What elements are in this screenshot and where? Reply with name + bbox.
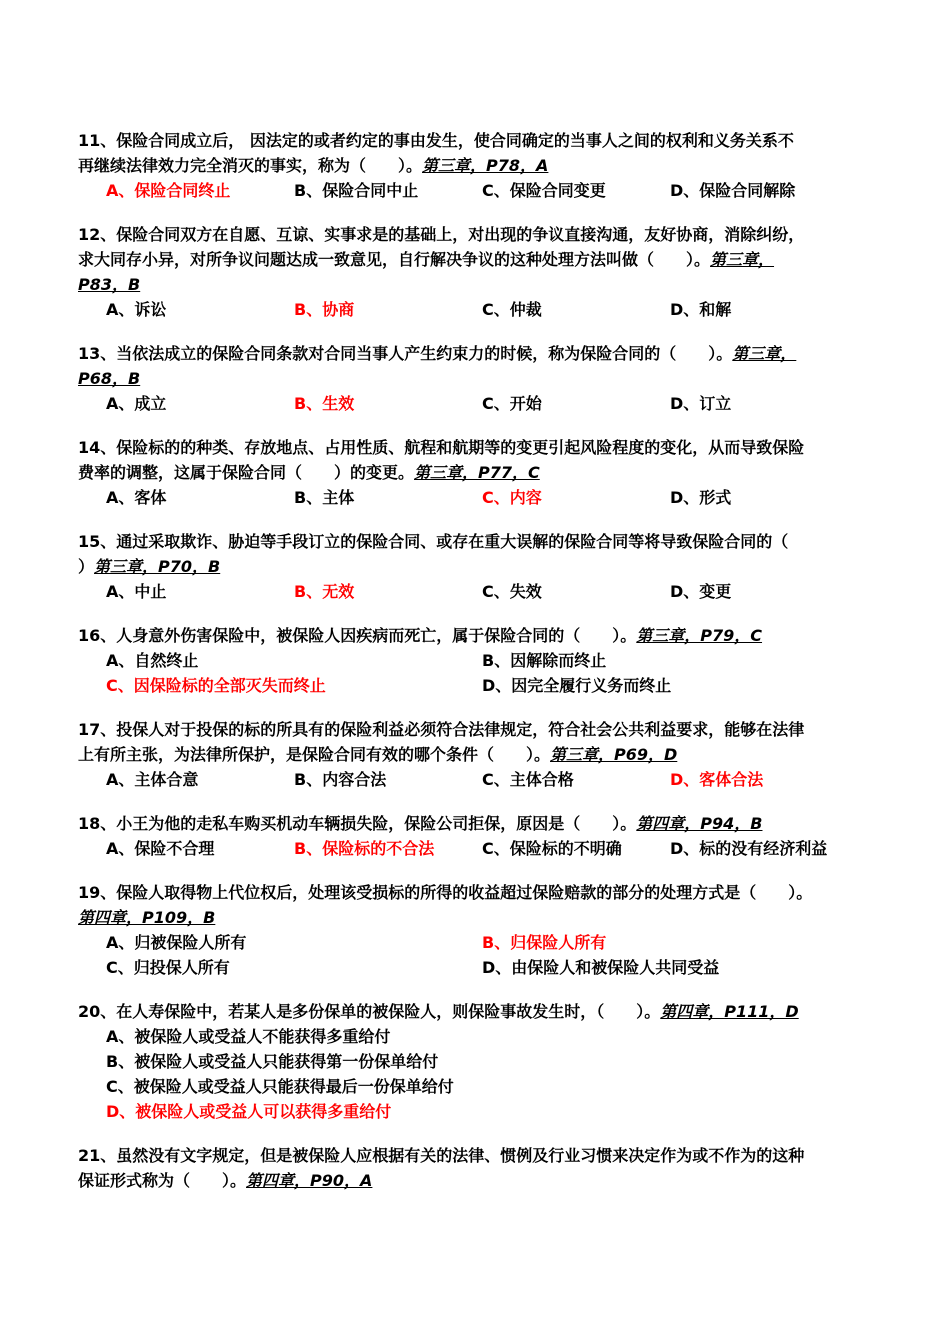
question-text-line [78, 222, 890, 247]
question-text-line [78, 1143, 890, 1168]
question-text: 保证形式称为（ ）。 [78, 1171, 247, 1190]
question-block [78, 222, 890, 322]
answer-option: A、客体 [106, 488, 167, 507]
question-block [78, 128, 890, 203]
answer-option: D、保险合同解除 [670, 181, 796, 200]
question-text: ） [78, 557, 95, 576]
question-block [78, 1143, 890, 1193]
chapter-page-reference: 第三章， [732, 344, 797, 363]
question-text: 16、人身意外伤害保险中，被保险人因疾病而死亡，属于保险合同的（ ）。 [78, 626, 637, 645]
chapter-page-reference: 第三章，P69，D [550, 745, 678, 764]
question-text: 14、保险标的的种类、存放地点、占用性质、航程和航期等的变更引起风险程度的变化，从而导致保险 [78, 438, 805, 457]
question-text: 求大同存小异，对所争议问题达成一致意见，自行解决争议的这种处理方法叫做（ ）。 [78, 250, 711, 269]
option-list [78, 579, 890, 604]
question-text-line [78, 366, 890, 391]
answer-option: A、主体合意 [106, 770, 199, 789]
chapter-page-reference: 第三章，P70，B [94, 557, 221, 576]
question-text-line [78, 341, 890, 366]
chapter-page-reference: 第三章，P77，C [414, 463, 540, 482]
answer-option: C、主体合格 [482, 770, 574, 789]
answer-option: C、仲裁 [482, 300, 542, 319]
question-list [78, 128, 890, 1212]
chapter-page-reference: 第三章， [710, 250, 775, 269]
answer-option: C、保险合同变更 [482, 181, 606, 200]
option-list [78, 391, 890, 416]
answer-option: D、标的没有经济利益 [670, 839, 828, 858]
question-text-line [78, 435, 890, 460]
correct-answer-option: B、归保险人所有 [482, 933, 607, 952]
answer-option: A、中止 [106, 582, 167, 601]
answer-option: D、由保险人和被保险人共同受益 [482, 958, 720, 977]
question-text: 12、保险合同双方在自愿、互谅、实事求是的基础上，对出现的争议直接沟通，友好协商，消除纠纷， [78, 225, 805, 244]
question-text-line [78, 880, 890, 905]
option-list [78, 836, 890, 861]
answer-option: D、和解 [670, 300, 732, 319]
chapter-page-reference: P68，B [78, 369, 141, 388]
answer-option: C、失效 [482, 582, 542, 601]
question-text-line [78, 1168, 890, 1193]
answer-option: B、因解除而终止 [482, 651, 607, 670]
correct-answer-option: C、内容 [482, 488, 542, 507]
answer-option: D、变更 [670, 582, 732, 601]
question-text-line [78, 247, 890, 272]
question-block [78, 529, 890, 604]
answer-option: C、归投保人所有 [106, 958, 230, 977]
question-text: 17、投保人对于投保的标的所具有的保险利益必须符合法律规定，符合社会公共利益要求，能够在法律 [78, 720, 805, 739]
correct-answer-option: D、被保险人或受益人可以获得多重给付 [106, 1102, 392, 1121]
question-text-line [78, 272, 890, 297]
option-list [78, 767, 890, 792]
question-block [78, 880, 890, 980]
chapter-page-reference: P83，B [78, 275, 141, 294]
answer-option: A、保险不合理 [106, 839, 215, 858]
option-list [78, 648, 890, 698]
chapter-page-reference: 第三章，P78，A [422, 156, 549, 175]
answer-option: A、被保险人或受益人不能获得多重给付 [106, 1027, 391, 1046]
correct-answer-option: B、无效 [294, 582, 355, 601]
answer-option: B、保险合同中止 [294, 181, 419, 200]
question-text: 上有所主张，为法律所保护，是保险合同有效的哪个条件（ ）。 [78, 745, 551, 764]
answer-option: B、内容合法 [294, 770, 387, 789]
question-text: 再继续法律效力完全消灭的事实，称为（ ）。 [78, 156, 423, 175]
question-text: 21、虽然没有文字规定，但是被保险人应根据有关的法律、惯例及行业习惯来决定作为或不作为的这种 [78, 1146, 805, 1165]
correct-answer-option: A、保险合同终止 [106, 181, 231, 200]
question-block [78, 623, 890, 698]
question-block [78, 999, 890, 1124]
answer-option: A、归被保险人所有 [106, 933, 247, 952]
question-block [78, 717, 890, 792]
question-block [78, 341, 890, 416]
question-text: 13、当依法成立的保险合同条款对合同当事人产生约束力的时候，称为保险合同的（ ）。 [78, 344, 733, 363]
question-block [78, 435, 890, 510]
correct-answer-option: D、客体合法 [670, 770, 764, 789]
question-text-line [78, 529, 890, 554]
answer-option: B、主体 [294, 488, 355, 507]
question-text-line [78, 153, 890, 178]
question-text-line [78, 905, 890, 930]
question-text-line [78, 554, 890, 579]
answer-option: A、成立 [106, 394, 167, 413]
answer-option: D、形式 [670, 488, 732, 507]
question-text-line [78, 999, 890, 1024]
question-text: 20、在人寿保险中，若某人是多份保单的被保险人，则保险事故发生时，（ ）。 [78, 1002, 661, 1021]
question-text: 11、保险合同成立后， 因法定的或者约定的事由发生，使合同确定的当事人之间的权利和义务关系不 [78, 131, 794, 150]
correct-answer-option: B、生效 [294, 394, 355, 413]
question-text-line [78, 623, 890, 648]
question-text: 19、保险人取得物上代位权后，处理该受损标的所得的收益超过保险赔款的部分的处理方式是（ ）。 [78, 883, 813, 902]
answer-option: A、自然终止 [106, 651, 199, 670]
option-list [78, 178, 890, 203]
chapter-page-reference: 第四章，P94，B [636, 814, 763, 833]
chapter-page-reference: 第四章，P111，D [660, 1002, 799, 1021]
correct-answer-option: C、因保险标的全部灭失而终止 [106, 676, 326, 695]
answer-option: C、开始 [482, 394, 542, 413]
answer-option: D、因完全履行义务而终止 [482, 676, 672, 695]
question-text: 费率的调整，这属于保险合同（ ）的变更。 [78, 463, 415, 482]
chapter-page-reference: 第三章，P79，C [636, 626, 763, 645]
chapter-page-reference: 第四章，P90，A [246, 1171, 373, 1190]
chapter-page-reference: 第四章，P109，B [78, 908, 216, 927]
question-text: 18、小王为他的走私车购买机动车辆损失险，保险公司拒保，原因是（ ）。 [78, 814, 637, 833]
option-list [78, 485, 890, 510]
answer-option: C、保险标的不明确 [482, 839, 622, 858]
option-list [78, 930, 890, 980]
answer-option: C、被保险人或受益人只能获得最后一份保单给付 [106, 1077, 454, 1096]
answer-option: A、诉讼 [106, 300, 167, 319]
question-text-line [78, 742, 890, 767]
correct-answer-option: B、保险标的不合法 [294, 839, 435, 858]
question-text: 15、通过采取欺诈、胁迫等手段订立的保险合同、或存在重大误解的保险合同等将导致保险合同的（ [78, 532, 789, 551]
question-text-line [78, 811, 890, 836]
option-list [78, 1024, 890, 1124]
question-text-line [78, 460, 890, 485]
option-list [78, 297, 890, 322]
answer-option: D、订立 [670, 394, 732, 413]
question-text-line [78, 128, 890, 153]
answer-option: B、被保险人或受益人只能获得第一份保单给付 [106, 1052, 439, 1071]
correct-answer-option: B、协商 [294, 300, 355, 319]
question-text-line [78, 717, 890, 742]
question-block [78, 811, 890, 861]
